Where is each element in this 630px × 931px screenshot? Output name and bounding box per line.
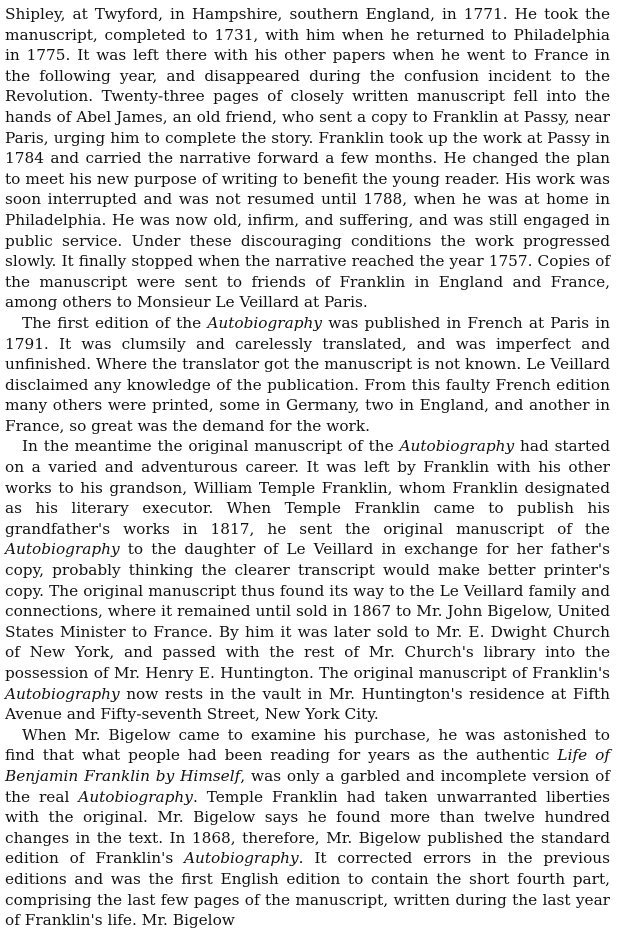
paragraph-2 <box>5 313 610 437</box>
paragraph-4 <box>5 725 610 931</box>
paragraph-text: was published in French at Paris in 1791. It was clumsily and carelessly translated, and was imperfect and unfinished. Where the translator got the manuscript is not known. Le Veillard disclaimed any knowledge of the publication. From this faulty French edition many others were printed, some in Germany, two in England, and another in France, so great was the demand for the work. <box>5 313 610 435</box>
paragraph-text: Shipley, at Twyford, in Hampshire, southern England, in 1771. He took the manuscript, completed to 1731, with him when he returned to Philadelphia in 1775. It was left there with his other papers when he went to France in the following year, and disappeared during the confusion incident to the Revolution. Twenty-three pages of closely written manuscript fell into the hands of Abel James, an old friend, who sent a copy to Franklin at Passy, near Paris, urging him to complete the story. Franklin took up the work at Passy in 1784 and carried the narrative forward a few months. He changed the plan to meet his new purpose of writing to benefit the young reader. His work was soon interrupted and was not resumed until 1788, when he was at home in Philadelphia. He was now old, infirm, and suffering, and was still engaged in public service. Under these discouraging conditions the work progressed slowly. It finally stopped when the narrative reached the year 1757. Copies of the manuscript were sent to friends of Franklin in England and France, among others to Monsieur Le Veillard at Paris. <box>5 5 610 312</box>
paragraph-3 <box>5 436 610 724</box>
book-title-italic: Life of Benjamin Franklin by Himself <box>5 746 610 785</box>
book-title-italic: Autobiography <box>399 437 515 456</box>
paragraph-text: In the meantime the original manuscript of the <box>22 437 400 456</box>
paragraph-1 <box>5 4 610 313</box>
paragraph-text: had started on a varied and adventurous career. It was left by Franklin with his other works to his grandson, William Temple Franklin, whom Franklin designated as his literary executor. When Temple Franklin came to publish his grandfather's works in 1817, he sent the original manuscript of the <box>5 437 610 538</box>
book-title-italic: Autobiography <box>207 313 323 332</box>
book-title-italic: Autobiography <box>5 684 120 703</box>
book-title-italic: Autobiography <box>183 849 299 868</box>
paragraph-text: . It corrected errors in the previous editions and was the first English edition to contain the short fourth part, comprising the last few pages of the manuscript, written during the last year of Franklin's life. Mr. Bigelow <box>5 849 610 930</box>
paragraph-text: to the daughter of Le Veillard in exchange for her father's copy, probably thinking the clearer transcript would make better printer's copy. The original manuscript thus found its way to the Le Veillard family and connections, where it remained until sold in 1867 to Mr. John Bigelow, United States Minister to France. By him it was later sold to Mr. E. Dwight Church of New York, and passed with the rest of Mr. Church's library into the possession of Mr. Henry E. Huntington. The original manuscript of Franklin's <box>5 540 610 682</box>
paragraph-text: When Mr. Bigelow came to examine his purchase, he was astonished to find that what people had been reading for years as the authentic <box>5 725 610 765</box>
book-title-italic: Autobiography <box>78 787 193 806</box>
paragraph-text: now rests in the vault in Mr. Huntington's residence at Fifth Avenue and Fifty-seventh Street, New York City. <box>5 684 610 724</box>
book-title-italic: Autobiography <box>5 540 120 559</box>
paragraph-text: , was only a garbled and incomplete version of the real <box>5 766 610 806</box>
paragraph-text: . Temple Franklin had taken unwarranted liberties with the original. Mr. Bigelow says he found more than twelve hundred changes in the text. In 1868, therefore, Mr. Bigelow published the standard edition of Franklin's <box>5 787 610 868</box>
paragraph-text: The first edition of the <box>22 313 208 332</box>
